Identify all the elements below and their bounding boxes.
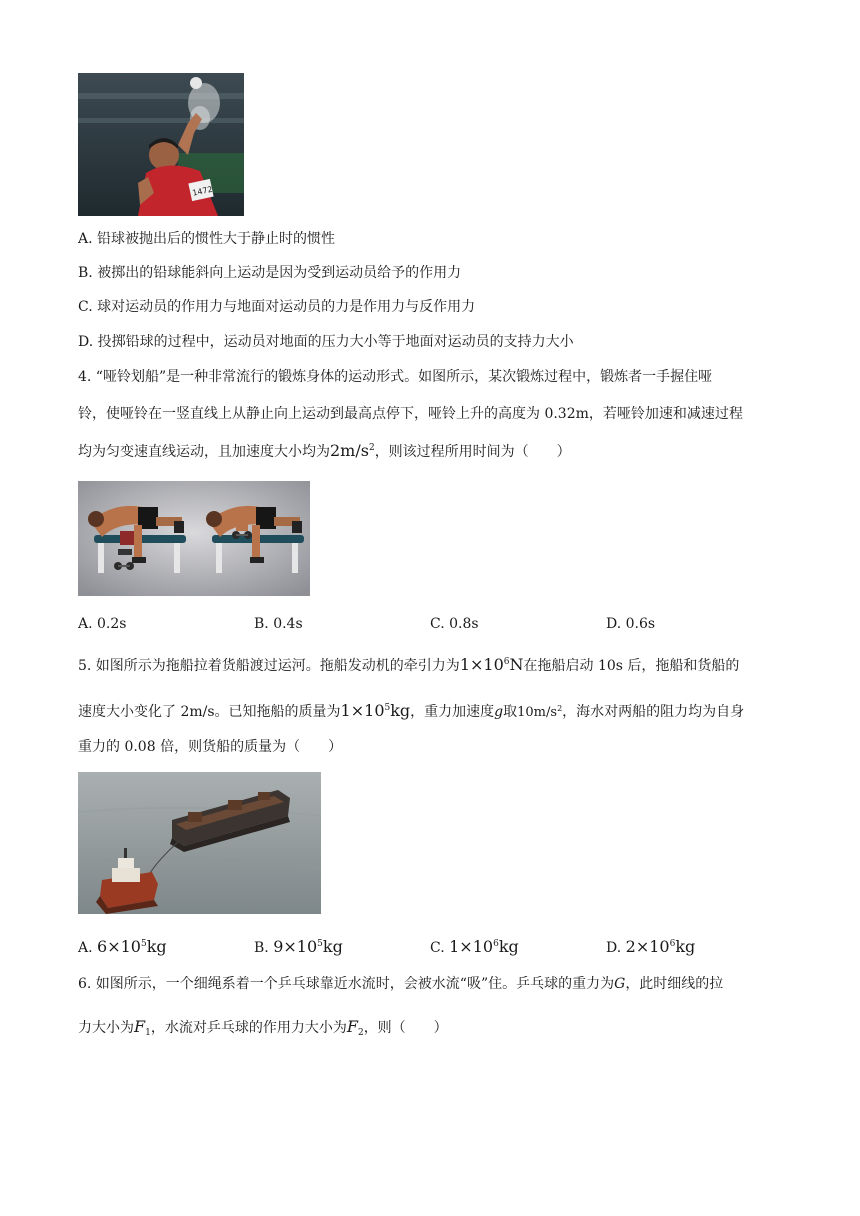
q4-option-d: D. 0.6s [606,616,656,632]
q3-option-c: C. 球对运动员的作用力与地面对运动员的力是作用力与反作用力 [78,299,476,315]
q5-option-d: D. $2\times 10^6kg$ [606,937,696,956]
q5-stem-line2: 速度大小变化了 2m/s。已知拖船的质量为$1\times 10^5kg$，重力加速度g取$10m/s^2$，海水对两船的阻力均为自身 [78,701,745,720]
q4-acceleration: $2m/s^2$ [330,441,375,460]
q4-option-c: C. 0.8s [430,616,479,632]
q4-stem-line2: 铃，使哑铃在一竖直线上从静止向上运动到最高点停下，哑铃上升的高度为 0.32m，若哑铃加速和减速过程 [78,406,743,422]
q4-option-b: B. 0.4s [254,616,303,632]
dumbbell-row-photo [78,481,310,596]
q3-option-a: A. 铅球被抛出后的惯性大于静止时的惯性 [78,231,336,247]
q5-traction-force: $1\times 10^6N$ [459,655,524,674]
q6-stem-line2: 力大小为$F_1$，水流对乒乓球的作用力大小为$F_2$，则（ ） [78,1017,448,1038]
q5-option-c: C. $1\times 10^6kg$ [430,937,519,956]
q4-stem-line3: 均为匀变速直线运动，且加速度大小均为$2m/s^2$，则该过程所用时间为（ ） [78,441,571,460]
q5-stem-line3: 重力的 0.08 倍，则货船的质量为（ ） [78,739,343,755]
q6-f2-symbol: $F_2$ [346,1017,364,1038]
shot-put-photo [78,73,244,216]
q3-option-b: B. 被掷出的铅球能斜向上运动是因为受到运动员给予的作用力 [78,265,462,281]
tugboat-barge-photo [78,772,321,914]
q5-tug-mass: $1\times 10^5kg$ [340,701,411,720]
q4-stem-line1: 4. “哑铃划船”是一种非常流行的锻炼身体的运动形式。如图所示，某次锻炼过程中，锻炼者一手握住哑 [78,369,713,385]
q6-f1-symbol: $F_1$ [134,1017,151,1038]
q5-option-b: B. $9\times 10^5kg$ [254,937,343,956]
q6-stem-line1: 6. 如图所示，一个细绳系着一个乒乓球靠近水流时，会被水流“吸”住。乒乓球的重力为G，此时细线的拉 [78,976,724,992]
q3-option-d: D. 投掷铅球的过程中，运动员对地面的压力大小等于地面对运动员的支持力大小 [78,334,574,350]
q5-option-a: A. $6\times 10^5kg$ [78,937,167,956]
q5-g-value: $10m/s^2$ [517,704,563,720]
q4-option-a: A. 0.2s [78,616,127,632]
q5-stem-line1: 5. 如图所示为拖船拉着货船渡过运河。拖船发动机的牵引力为$1\times 10^6N$在拖船启动 10s 后，拖船和货船的 [78,655,740,674]
svg-text:1472: 1472 [191,184,214,198]
